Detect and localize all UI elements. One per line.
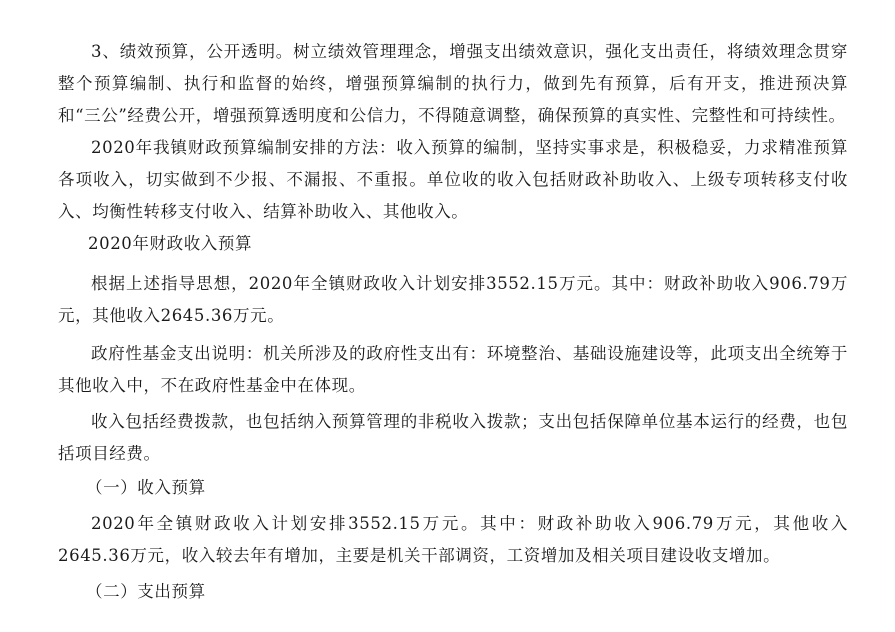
paragraph-performance-budget: 3、绩效预算，公开透明。树立绩效管理理念，增强支出绩效意识，强化支出责任，将绩效理念贯穿整个预算编制、执行和监督的始终，增强预算编制的执行力，做到先有预算，后有开支，推进预决算和“三公”经费公开，增强预算透明度和公信力，不得随意调整，确保预算的真实性、完整性和可持续性。	[58, 42, 848, 125]
paragraph-income-expenditure-scope: 收入包括经费拨款，也包括纳入预算管理的非税收入拨款；支出包括保障单位基本运行的经费，也包括项目经费。	[58, 412, 848, 463]
paragraph-government-fund-note: 政府性基金支出说明：机关所涉及的政府性支出有：环境整治、基础设施建设等，此项支出全统筹于其他收入中，不在政府性基金中在体现。	[58, 344, 848, 395]
paragraph-budget-method: 2020年我镇财政预算编制安排的方法：收入预算的编制，坚持实事求是，积极稳妥，力求精准预算各项收入，切实做到不少报、不漏报、不重报。单位收的收入包括财政补助收入、上级专项转移支付收入、均衡性转移支付收入、结算补助收入、其他收入。	[58, 138, 848, 221]
heading-revenue-budget-2020: 2020年财政收入预算	[88, 234, 253, 253]
paragraph-revenue-plan: 根据上述指导思想，2020年全镇财政收入计划安排3552.15万元。其中：财政补助收入906.79万元，其他收入2645.36万元。	[58, 274, 848, 325]
heading-expenditure-budget: （二）支出预算	[86, 582, 206, 601]
paragraph-income-budget-detail: 2020年全镇财政收入计划安排3552.15万元。其中：财政补助收入906.79万元，其他收入2645.36万元，收入较去年有增加，主要是机关干部调资，工资增加及相关项目建设收支增加。	[58, 514, 848, 565]
heading-income-budget: （一）收入预算	[86, 478, 206, 497]
